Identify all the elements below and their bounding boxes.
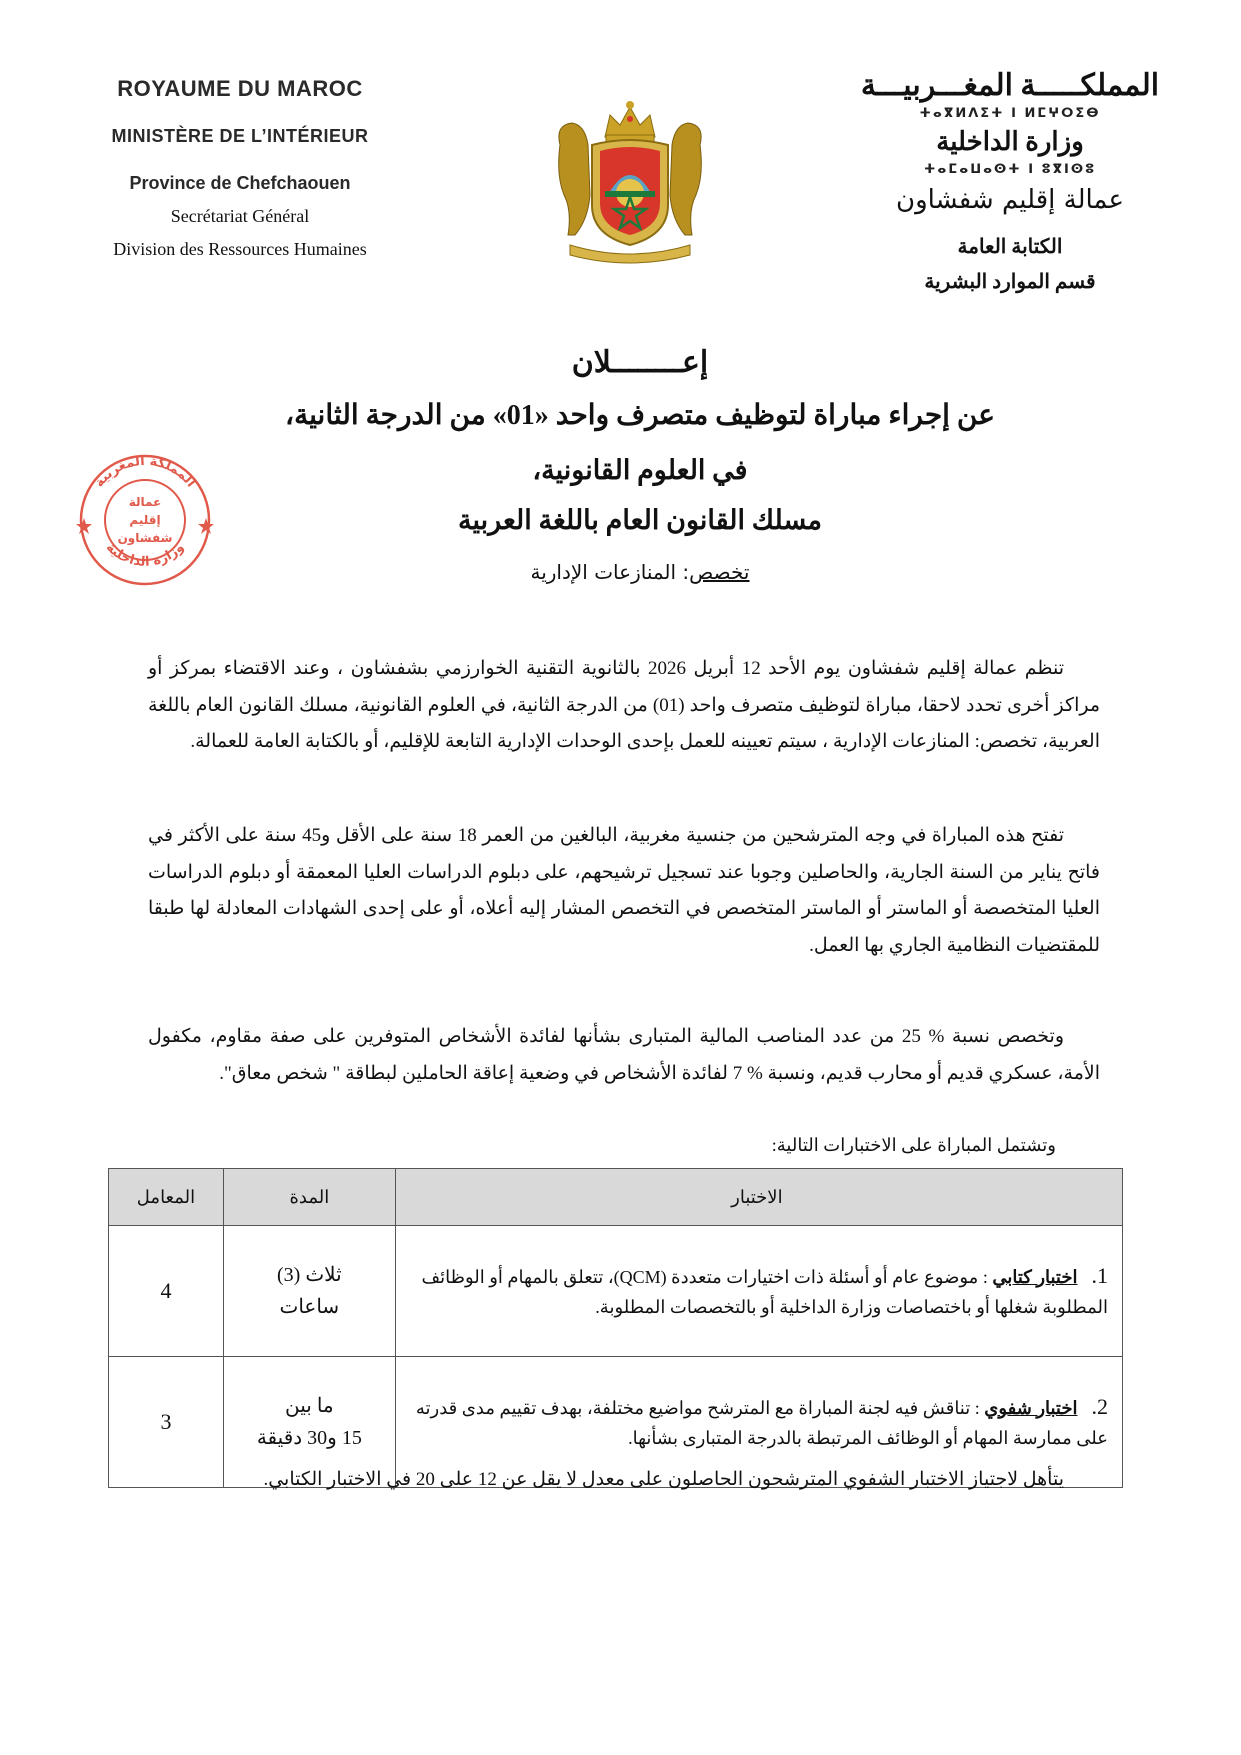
official-stamp bbox=[70, 448, 220, 588]
header-duration: المدة bbox=[223, 1169, 395, 1226]
duration-cell bbox=[223, 1226, 395, 1357]
stamp-inner-line-2: إقليم bbox=[129, 513, 161, 527]
header-left-french bbox=[60, 76, 420, 260]
tests-table bbox=[108, 1168, 1123, 1488]
announcement-subject: عن إجراء مباراة لتوظيف متصرف واحد «01» من الدرجة الثانية، bbox=[285, 400, 995, 431]
table-row bbox=[109, 1226, 1123, 1357]
ministry-title-tifinagh: ⵜⴰⵎⴰⵡⴰⵙⵜ ⵏ ⵓⴳⵏⵙⵓ bbox=[923, 162, 1097, 177]
test-description: : تناقش فيه لجنة المباراة مع المترشح مواضيع مختلفة، بهدف تقييم مدى قدرته على ممارسة المهام أو الوظائف المرتبطة بالدرجة المتبارى بشأنها. bbox=[415, 1397, 1108, 1448]
duration-line-2: ساعات bbox=[279, 1296, 340, 1318]
svg-text:المملكة المغربية bbox=[92, 454, 198, 490]
stamp-bottom-text: وزارة الداخلية bbox=[102, 540, 188, 570]
header-coefficient: المعامل bbox=[109, 1169, 224, 1226]
coefficient-cell: 4 bbox=[109, 1226, 224, 1357]
kingdom-title-ar: المملكـــــة المغـــربيـــة bbox=[860, 69, 1160, 102]
secretariat-ar: الكتابة العامة bbox=[957, 236, 1063, 258]
coat-of-arms-icon bbox=[550, 85, 710, 265]
test-number: 2. bbox=[1091, 1393, 1108, 1419]
specialty-value: : المنازعات الإدارية bbox=[530, 560, 690, 584]
coefficient-cell: 3 bbox=[109, 1357, 224, 1488]
specialty-label: تخصص bbox=[689, 560, 750, 584]
test-label: اختبار كتابي bbox=[992, 1266, 1078, 1287]
table-header-row bbox=[109, 1169, 1123, 1226]
secretariat-fr: Secrétariat Général bbox=[170, 206, 310, 226]
announcement-title: إعــــــــلان bbox=[571, 346, 709, 379]
duration-line-1: ما بين bbox=[285, 1395, 334, 1417]
star-icon bbox=[198, 518, 214, 534]
ministry-title-fr: MINISTÈRE DE L’INTÉRIEUR bbox=[111, 126, 369, 146]
ministry-title-ar: وزارة الداخلية bbox=[936, 127, 1084, 156]
kingdom-title-fr: ROYAUME DU MAROC bbox=[117, 76, 363, 101]
duration-line-2: 15 و30 دقيقة bbox=[256, 1427, 362, 1449]
kingdom-title-tifinagh: ⵜⴰⴳⵍⴷⵉⵜ ⵏ ⵍⵎⵖⵔⵉⴱ bbox=[919, 106, 1101, 121]
stamp-inner-line-3: شفشاون bbox=[117, 531, 173, 545]
test-number: 1. bbox=[1091, 1262, 1108, 1288]
test-description: : موضوع عام أو أسئلة ذات اختيارات متعددة (QCM)، تتعلق بالمهام أو الوظائف المطلوبة شغلها أو باختصاصات وزارة الداخلية أو بالتخصصات المطلوبة. bbox=[421, 1266, 1108, 1317]
province-title-fr: Province de Chefchaouen bbox=[129, 173, 351, 193]
paragraph-quotas: وتخصص نسبة % 25 من عدد المناصب المالية المتبارى بشأنها لفائدة الأشخاص المتوفرين على صفة مقاوم، مكفول الأمة، عسكري قديم أو محارب قديم، ونسبة % 7 لفائدة الأشخاص في وضعية إعاقة الحاملين لبطاقة " شخص معاق". bbox=[148, 1026, 1100, 1084]
announcement-field: في العلوم القانونية، bbox=[532, 455, 748, 485]
division-fr: Division des Ressources Humaines bbox=[113, 239, 367, 259]
paragraph-oral-eligibility: يتأهل لاجتياز الاختبار الشفوي المترشحون الحاصلون على معدل لا يقل عن 12 على 20 في الاختبار الكتابي. bbox=[263, 1469, 1064, 1490]
test-label: اختبار شفوي bbox=[984, 1397, 1078, 1418]
paragraph-eligibility: تفتح هذه المباراة في وجه المترشحين من جنسية مغربية، البالغين من العمر 18 سنة على الأقل و45 سنة على الأكثر في فاتح يناير من السنة الجارية، والحاصلين وجوبا عند تسجيل ترشيحهم، على دبلوم الدراسات العليا المعمقة أو دبلوم الدراسات العليا المتخصصة أو الماستر أو الماستر المتخصص في التخصص المشار إليه أعلاه، أو على إحدى الشهادات المعادلة لها طبقا للمقتضيات النظامية الجاري بها العمل. bbox=[148, 825, 1100, 956]
paragraph-tests-intro: وتشتمل المباراة على الاختبارات التالية: bbox=[771, 1135, 1056, 1155]
test-cell bbox=[395, 1226, 1122, 1357]
province-title-ar: عمالة إقليم شفشاون bbox=[896, 185, 1124, 215]
duration-line-1: ثلاث (3) bbox=[277, 1264, 342, 1286]
header-right-arabic bbox=[840, 68, 1180, 300]
star-icon bbox=[76, 518, 92, 534]
division-ar: قسم الموارد البشرية bbox=[924, 271, 1096, 293]
stamp-top-text: المملكة المغربية bbox=[91, 453, 199, 491]
announcement-specialty bbox=[250, 560, 1030, 584]
stamp-inner-line-1: عمالة bbox=[128, 495, 162, 509]
header-test: الاختبار bbox=[395, 1169, 1122, 1226]
announcement-track: مسلك القانون العام باللغة العربية bbox=[457, 505, 823, 535]
paragraph-organization: تنظم عمالة إقليم شفشاون يوم الأحد 12 أبريل 2026 بالثانوية التقنية الخوارزمي بشفشاون ، وعند الاقتضاء بمركز أو مراكز أخرى تحدد لاحقا، مباراة لتوظيف متصرف واحد (01) من الدرجة الثانية، في العلوم القانونية، مسلك القانون العام باللغة العربية، تخصص: المنازعات الإدارية ، سيتم تعيينه للعمل بإحدى الوحدات الإدارية التابعة للإقليم، أو بالكتابة العامة للعمالة. bbox=[148, 658, 1101, 752]
